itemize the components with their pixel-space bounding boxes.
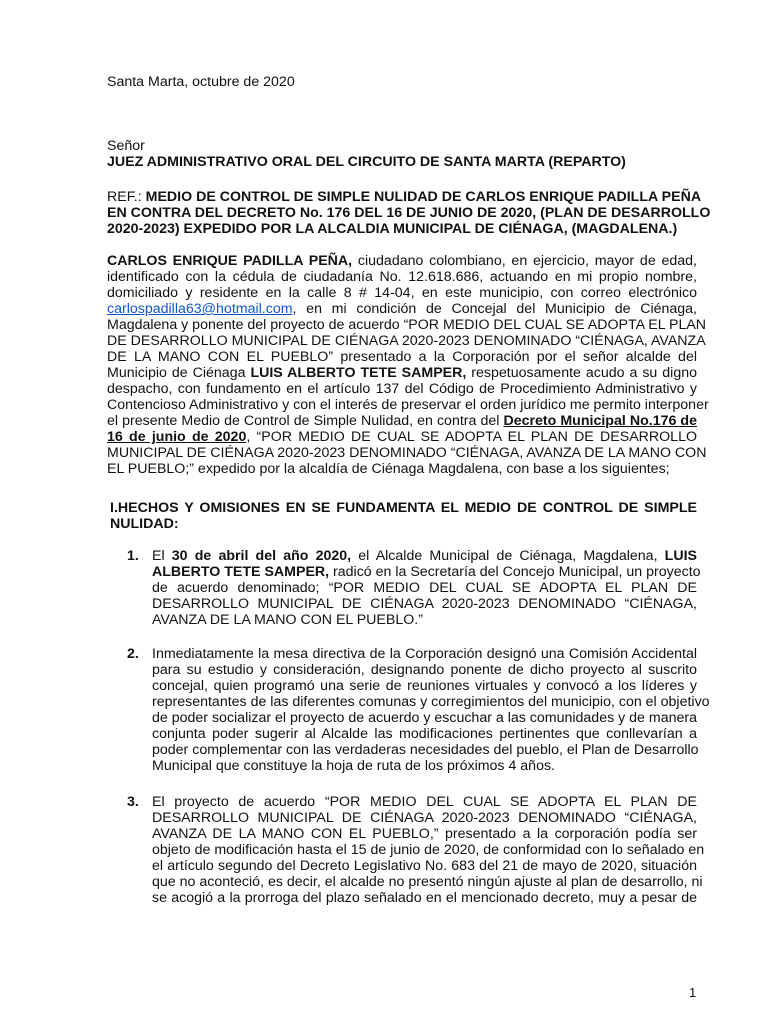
item-2-line-8: Municipal que constituye la hoja de ruta de los próximos 4 años.	[152, 758, 555, 774]
item-2-line-1: Inmediatamente la mesa directiva de la Corporación designó una Comisión Accidental	[152, 646, 697, 662]
item-3-line-3: AVANZA DE LA MANO CON EL PUEBLO,” presentado a la corporación podía ser	[152, 826, 697, 842]
page-number: 1	[689, 985, 697, 1000]
item-3-number: 3.	[127, 794, 139, 810]
mayor-name: LUIS ALBERTO TETE SAMPER,	[250, 365, 467, 381]
ref-line-3: 2020-2023) EXPEDIDO POR LA ALCALDIA MUNICIPAL DE CIÉNAGA, (MAGDALENA.)	[107, 221, 678, 237]
intro-line-3: domiciliado y residente en la calle 8 # 14-04, en este municipio, con correo electrónico	[107, 285, 697, 301]
item-3-line-6: que no aconteció, es decir, el alcalde no presentó ningún ajuste al plan de desarrollo, ni	[152, 874, 703, 890]
intro-line-5: Magdalena y ponente del proyecto de acuerdo “POR MEDIO DEL CUAL SE ADOPTA EL PLAN	[107, 317, 707, 333]
item-2-line-3: concejal, quien programó una serie de reuniones virtuales y convocó a los líderes y	[152, 678, 697, 694]
section-heading-line-1: I.HECHOS Y OMISIONES EN SE FUNDAMENTA EL MEDIO DE CONTROL DE SIMPLE	[110, 500, 697, 516]
addressee: JUEZ ADMINISTRATIVO ORAL DEL CIRCUITO DE SANTA MARTA (REPARTO)	[107, 154, 626, 170]
item-3-line-7: se acogió a la prorroga del plazo señalado en el mencionado decreto, muy a pesar de	[152, 890, 697, 906]
intro-line-8: Municipio de Ciénaga LUIS ALBERTO TETE SAMPER, respetuosamente acudo a su digno	[107, 365, 697, 381]
intro-line-13: MUNICIPAL DE CIÉNAGA 2020-2023 DENOMINADO “CIÉNAGA, AVANZA DE LA MANO CON	[107, 445, 707, 461]
item-1-line-1: El 30 de abril del año 2020, el Alcalde Municipal de Ciénaga, Magdalena, LUIS	[152, 548, 697, 564]
decree-reference: Decreto Municipal No.176 de	[503, 413, 697, 429]
section-heading-line-2: NULIDAD:	[110, 516, 179, 532]
ref-line-1: REF.: MEDIO DE CONTROL DE SIMPLE NULIDAD DE CARLOS ENRIQUE PADILLA PEÑA	[107, 189, 702, 205]
item-2-line-2: para su estudio y consideración, designando ponente de dicho proyecto al suscrito	[152, 662, 697, 678]
place-date: Santa Marta, octubre de 2020	[107, 74, 295, 90]
intro-line-14: EL PUEBLO;” expedido por la alcaldía de Ciénaga Magdalena, con base a los siguientes;	[107, 461, 670, 477]
intro-line-9: despacho, con fundamento en el artículo 137 del Código de Procedimiento Administrativo y	[107, 381, 697, 397]
intro-line-11: el presente Medio de Control de Simple Nulidad, en contra del Decreto Municipal No.176 de	[107, 413, 697, 429]
item-2-line-7: poder complementar con las verdaderas necesidades del pueblo, el Plan de Desarrollo	[152, 742, 699, 758]
ref-line-2: EN CONTRA DEL DECRETO No. 176 DEL 16 DE JUNIO DE 2020, (PLAN DE DESARROLLO	[107, 205, 711, 221]
item-2-line-5: de poder socializar el proyecto de acuerdo y escuchar a las comunidades y de manera	[152, 710, 697, 726]
item-1-line-4: DESARROLLO MUNICIPAL DE CIÉNAGA 2020-2023 DENOMINADO “CIÉNAGA,	[152, 596, 697, 612]
item-3-line-5: el artículo segundo del Decreto Legislativo No. 683 del 21 de mayo de 2020, situación	[152, 858, 697, 874]
intro-line-4: carlospadilla63@hotmail.com, en mi condición de Concejal del Municipio de Ciénaga,	[107, 301, 697, 317]
item-2-number: 2.	[127, 646, 139, 662]
item-1-line-2: ALBERTO TETE SAMPER, radicó en la Secretaría del Concejo Municipal, un proyecto	[152, 564, 701, 580]
email-link[interactable]: carlospadilla63@hotmail.com	[107, 301, 293, 317]
petitioner-name: CARLOS ENRIQUE PADILLA PEÑA,	[107, 253, 353, 269]
item-1-line-5: AVANZA DE LA MANO CON EL PUEBLO.”	[152, 612, 423, 628]
intro-line-6: DE DESARROLLO MUNICIPAL DE CIÉNAGA 2020-2023 DENOMINADO “CIÉNAGA, AVANZA	[107, 333, 706, 349]
ref-label: REF.:	[107, 189, 142, 205]
intro-line-7: DE LA MANO CON EL PUEBLO” presentado a la Corporación por el señor alcalde del	[107, 349, 697, 365]
salutation: Señor	[107, 138, 145, 154]
intro-line-10: Contencioso Administrativo y con el interés de preservar el orden jurídico me permito interponer	[107, 397, 709, 413]
item-3-line-2: DESARROLLO MUNICIPAL DE CIÉNAGA 2020-2023 DENOMINADO “CIÉNAGA,	[152, 810, 697, 826]
item-3-line-1: El proyecto de acuerdo “POR MEDIO DEL CUAL SE ADOPTA EL PLAN DE	[152, 794, 697, 810]
item-3-line-4: objeto de modificación hasta el 15 de junio de 2020, de conformidad con lo señalado en	[152, 842, 705, 858]
intro-line-12: 16 de junio de 2020, “POR MEDIO DE CUAL SE ADOPTA EL PLAN DE DESARROLLO	[107, 429, 697, 445]
decree-date: 16 de junio de 2020	[107, 429, 247, 445]
intro-line-2: identificado con la cédula de ciudadanía No. 12.618.686, actuando en mi propio nombre,	[107, 269, 697, 285]
item-2-line-4: representantes de las diferentes comunas y corregimientos del municipio, con el objetivo	[152, 694, 710, 710]
item-1-line-3: de acuerdo denominado; “POR MEDIO DEL CUAL SE ADOPTA EL PLAN DE	[152, 580, 697, 596]
item-1-number: 1.	[127, 548, 139, 564]
item-2-line-6: conjunta poder sugerir al Alcalde las modificaciones pertinentes que conllevarían a	[152, 726, 697, 742]
intro-line-1: CARLOS ENRIQUE PADILLA PEÑA, ciudadano colombiano, en ejercicio, mayor de edad,	[107, 253, 697, 269]
